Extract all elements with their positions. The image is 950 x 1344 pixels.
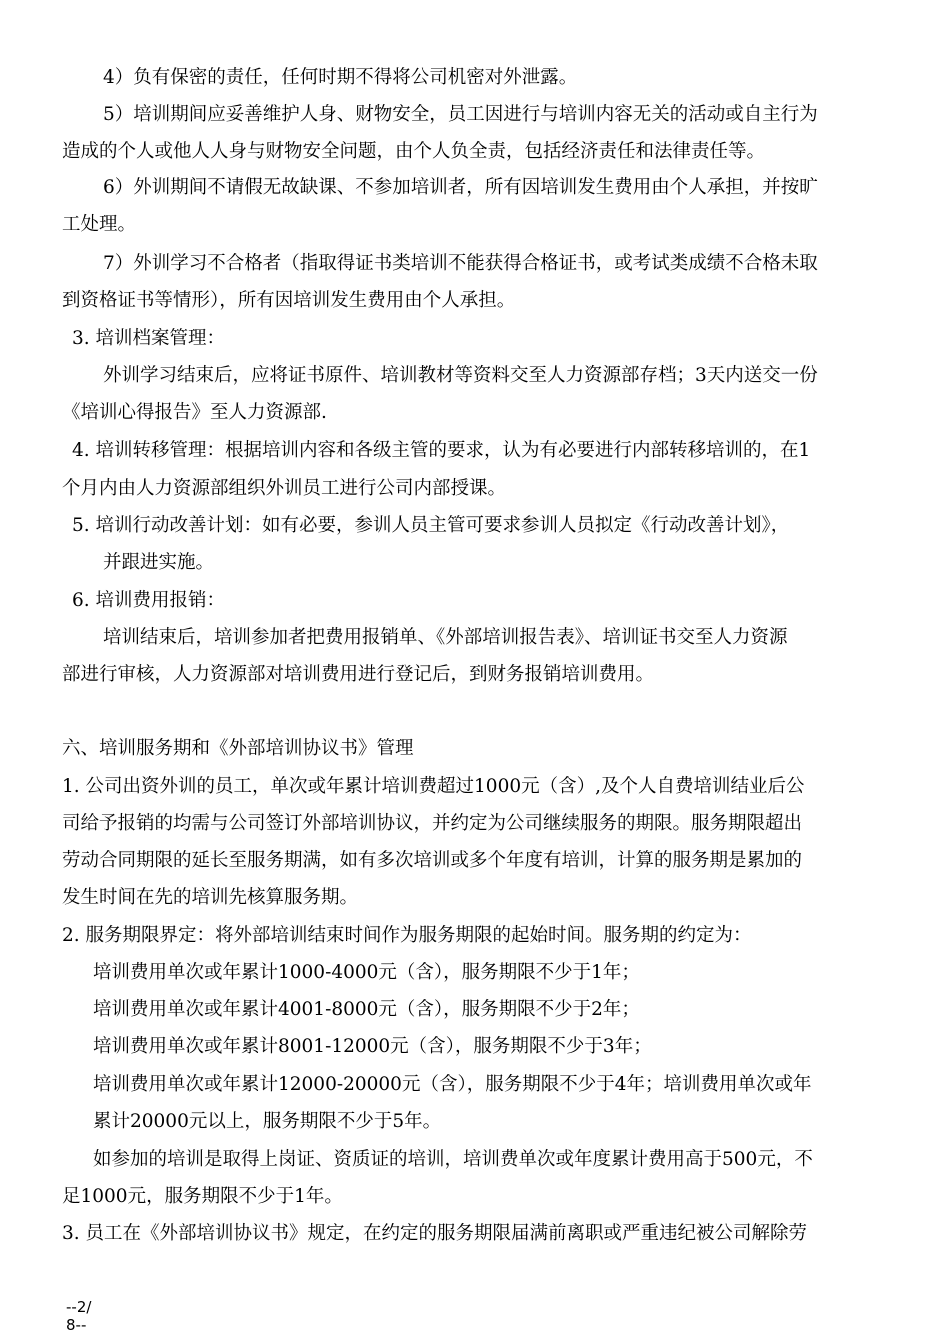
text-line: 《培训心得报告》至人力资源部. <box>62 402 327 423</box>
page-number-line: --2/ <box>66 1298 92 1316</box>
section-heading: 3. 培训档案管理： <box>72 328 226 349</box>
section-heading: 4. 培训转移管理：根据培训内容和各级主管的要求，认为有必要进行内部转移培训的，在1 <box>72 440 811 461</box>
page-number-footer <box>66 1298 91 1334</box>
text-line: 工处理。 <box>62 214 137 235</box>
text-line: 2. 服务期限界定：将外部培训结束时间作为服务期限的起始时间。服务期的约定为： <box>62 925 752 946</box>
text-line: 7）外训学习不合格者（指取得证书类培训不能获得合格证书，或考试类成绩不合格未取 <box>103 253 818 274</box>
text-line: 累计20000元以上，服务期限不少于5年。 <box>93 1111 442 1132</box>
section-heading: 6. 培训费用报销： <box>72 590 226 611</box>
text-line: 个月内由人力资源部组织外训员工进行公司内部授课。 <box>62 478 507 499</box>
text-line: 到资格证书等情形），所有因培训发生费用由个人承担。 <box>62 290 516 311</box>
text-line: 部进行审核，人力资源部对培训费用进行登记后，到财务报销培训费用。 <box>62 664 655 685</box>
text-line: 造成的个人或他人人身与财物安全问题，由个人负全责，包括经济责任和法律责任等。 <box>62 141 766 162</box>
text-line: 3. 员工在《外部培训协议书》规定，在约定的服务期限届满前离职或严重违纪被公司解除劳 <box>62 1223 808 1244</box>
text-line: 劳动合同期限的延长至服务期满，如有多次培训或多个年度有培训，计算的服务期是累加的 <box>62 850 803 871</box>
text-line: 培训费用单次或年累计4001-8000元（含），服务期限不少于2年； <box>93 999 640 1020</box>
text-line: 外训学习结束后，应将证书原件、培训教材等资料交至人力资源部存档；3天内送交一份 <box>103 365 818 386</box>
text-line: 培训费用单次或年累计8001-12000元（含），服务期限不少于3年； <box>93 1036 652 1057</box>
text-line: 培训费用单次或年累计1000-4000元（含），服务期限不少于1年； <box>93 962 640 983</box>
text-line: 并跟进实施。 <box>103 552 215 573</box>
chapter-heading: 六、培训服务期和《外部培训协议书》管理 <box>62 738 414 759</box>
section-heading: 5. 培训行动改善计划：如有必要，参训人员主管可要求参训人员拟定《行动改善计划》， <box>72 515 790 536</box>
text-line: 5）培训期间应妥善维护人身、财物安全，员工因进行与培训内容无关的活动或自主行为 <box>103 104 818 125</box>
page-number-line: 8-- <box>66 1316 87 1334</box>
text-line: 发生时间在先的培训先核算服务期。 <box>62 887 359 908</box>
text-line: 司给予报销的均需与公司签订外部培训协议，并约定为公司继续服务的期限。服务期限超出 <box>62 813 803 834</box>
text-line: 培训费用单次或年累计12000-20000元（含），服务期限不少于4年；培训费用单次或年 <box>93 1074 812 1095</box>
text-line: 培训结束后，培训参加者把费用报销单、《外部培训报告表》、培训证书交至人力资源 <box>103 627 788 648</box>
text-line: 足1000元，服务期限不少于1年。 <box>62 1186 343 1207</box>
text-line: 6）外训期间不请假无故缺课、不参加培训者，所有因培训发生费用由个人承担，并按旷 <box>103 177 818 198</box>
text-line: 1. 公司出资外训的员工，单次或年累计培训费超过1000元（含）,及个人自费培训结业后公 <box>62 776 805 797</box>
text-line: 如参加的培训是取得上岗证、资质证的培训，培训费单次或年度累计费用高于500元，不 <box>93 1149 813 1170</box>
text-line: 4）负有保密的责任，任何时期不得将公司机密对外泄露。 <box>103 67 578 88</box>
